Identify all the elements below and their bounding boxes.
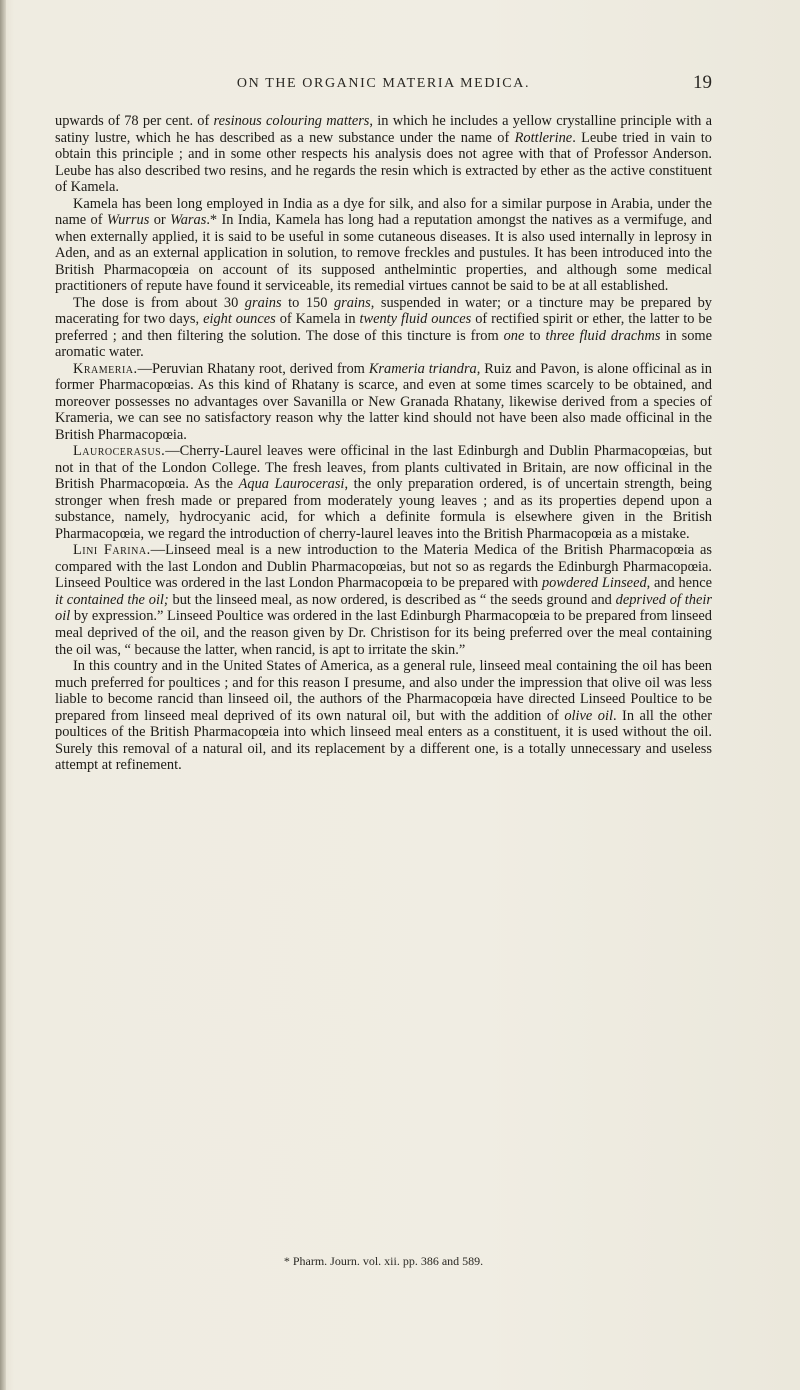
- italic-text: eight ounces: [203, 311, 276, 328]
- body-text: [55, 113, 712, 774]
- text-run: but the linseed meal, as now ordered, is described as “ the seeds ground and: [168, 591, 616, 608]
- text-run: . Leube tried in vain to obtain this principle ; and in some other respects his analysis does not agree with that of Professor Anderson. Leube has also described two resins, and he regards the resin which is extracted by ether as the active constituent of Kamela.: [55, 129, 712, 196]
- italic-text: it contained the oil;: [55, 591, 169, 608]
- paragraph: [55, 443, 712, 542]
- page-header: [55, 72, 712, 100]
- footnote: * Pharm. Journ. vol. xii. pp. 386 and 589.: [283, 1254, 484, 1268]
- paragraph: [55, 196, 712, 295]
- text-run: —Cherry-Laurel leaves were officinal in the last Edinburgh and Dublin Pharmacopœias, but not in that of the London College. The fresh leaves, from plants cultivated in Britain, are now officinal in the British Pharmacopœia. As the: [55, 443, 712, 493]
- paragraph: [55, 113, 712, 196]
- running-head: ON THE ORGANIC MATERIA MEDICA.: [236, 76, 531, 91]
- text-run: —Linseed meal is a new introduction to the Materia Medica of the British Pharmacopœia as compared with the last London and Dublin Pharmacopœias, but not so as regards the Edinburgh Pharmacopœia. Linseed Poultice was ordered in the last London Pharmacopœia to be prepared with: [55, 542, 712, 592]
- text-run: In this country and in the United States of America, as a general rule, linseed meal containing the oil has been much preferred for poultices ; and for this reason I presume, and also under the impression that olive oil was less liable to become rancid than linseed oil, the authors of the Pharmacopœia have directed Linseed Poultice to be prepared from linseed meal deprived of its own natural oil, but with the addition of: [55, 658, 712, 724]
- section-heading: Laurocerasus.: [73, 443, 166, 460]
- italic-text: twenty fluid ounces: [359, 311, 472, 328]
- italic-text: Aqua Laurocerasi: [238, 476, 345, 493]
- text-run: , in which he includes a yellow crystalline principle with a satiny lustre, which he has described as a new substance under the name of: [55, 113, 712, 146]
- italic-text: resinous colouring matters: [213, 113, 370, 129]
- section-heading: Krameria.: [73, 360, 138, 377]
- italic-text: grains: [244, 294, 282, 311]
- text-run: upwards of 78 per cent. of: [55, 113, 214, 129]
- text-run: or: [149, 212, 171, 229]
- italic-text: Krameria triandra: [368, 360, 477, 377]
- text-run: in some aromatic water.: [55, 327, 712, 361]
- page-number: 19: [693, 72, 712, 93]
- italic-text: Rottlerine: [514, 129, 573, 146]
- section-heading: Lini Farina.: [73, 542, 151, 559]
- text-run: of Kamela in: [275, 311, 360, 328]
- italic-text: grains: [333, 294, 371, 311]
- text-run: —Peruvian Rhatany root, derived from: [137, 360, 369, 377]
- paragraph: [55, 361, 712, 444]
- text-run: The dose is from about 30: [73, 294, 245, 311]
- text-run: , the only preparation ordered, is of uncertain strength, being stronger when fresh made or prepared from moderately young leaves ; and as its properties depend upon a substance, namely, hydrocyanic acid, for which a definite formula is elsewhere given in the British Pharmacopœia, we regard the introduction of cherry-laurel leaves into the British Pharmacopœia as a mistake.: [55, 476, 712, 542]
- text-run: , and hence: [646, 575, 712, 592]
- text-run: Kamela has been long employed in India as a dye for silk, and also for a similar purpose in Arabia, under the name of: [55, 195, 712, 229]
- italic-text: deprived of their oil: [55, 591, 712, 625]
- text-run: . In all the other poultices of the British Pharmacopœia into which linseed meal enters as a constituent, it is used without the oil. Surely this removal of a natural oil, and its replacement by a different one, is a totally unnecessary and useless attempt at refinement.: [55, 707, 712, 774]
- italic-text: Waras: [170, 212, 207, 229]
- italic-text: Wurrus: [106, 212, 150, 229]
- page-edge-shadow: [0, 0, 6, 1390]
- text-run: .* In India, Kamela has long had a reputation amongst the natives as a vermifuge, and when externally applied, it is said to be useful in some cutaneous diseases. It is also used internally in leprosy in Aden, and as an external application in solution, to remove freckles and pustules. It has been introduced into the British Pharmacopœia on account of its supposed anthelmintic properties, and although some medical practitioners of repute have found it serviceable, its remedial virtues cannot be said to be at all established.: [55, 212, 712, 295]
- italic-text: olive oil: [564, 707, 613, 724]
- paragraph: [55, 295, 712, 361]
- text-run: to 150: [281, 294, 334, 311]
- text-run: of rectified spirit or ether, the latter to be preferred ; and then filtering the solution. The dose of this tincture is from: [55, 311, 712, 344]
- paragraph: [55, 542, 712, 658]
- italic-text: one: [503, 327, 525, 344]
- paragraph: [55, 658, 712, 774]
- text-run: , Ruiz and Pavon, is alone officinal as in former Pharmacopœias. As this kind of Rhatany is scarce, and even at some times scarcely to be obtained, and moreover possesses no advantages over Savanilla or New Granada Rhatany, likewise derived from a species of Krameria, we can see no satisfactory reason why the latter kind should not have been also made officinal in the British Pharmacopœia.: [55, 360, 712, 443]
- text-run: by expression.” Linseed Poultice was ordered in the last Edinburgh Pharmacopœia to be prepared from linseed meal deprived of the oil, and the reason given by Dr. Christison for its being preferred over the meal containing the oil was, “ because the latter, when rancid, is apt to irritate the skin.”: [55, 608, 712, 658]
- italic-text: powdered Linseed: [541, 575, 647, 592]
- text-run: , suspended in water; or a tincture may be prepared by macerating for two days,: [55, 294, 713, 328]
- text-run: to: [524, 327, 546, 344]
- italic-text: three fluid drachms: [545, 327, 661, 344]
